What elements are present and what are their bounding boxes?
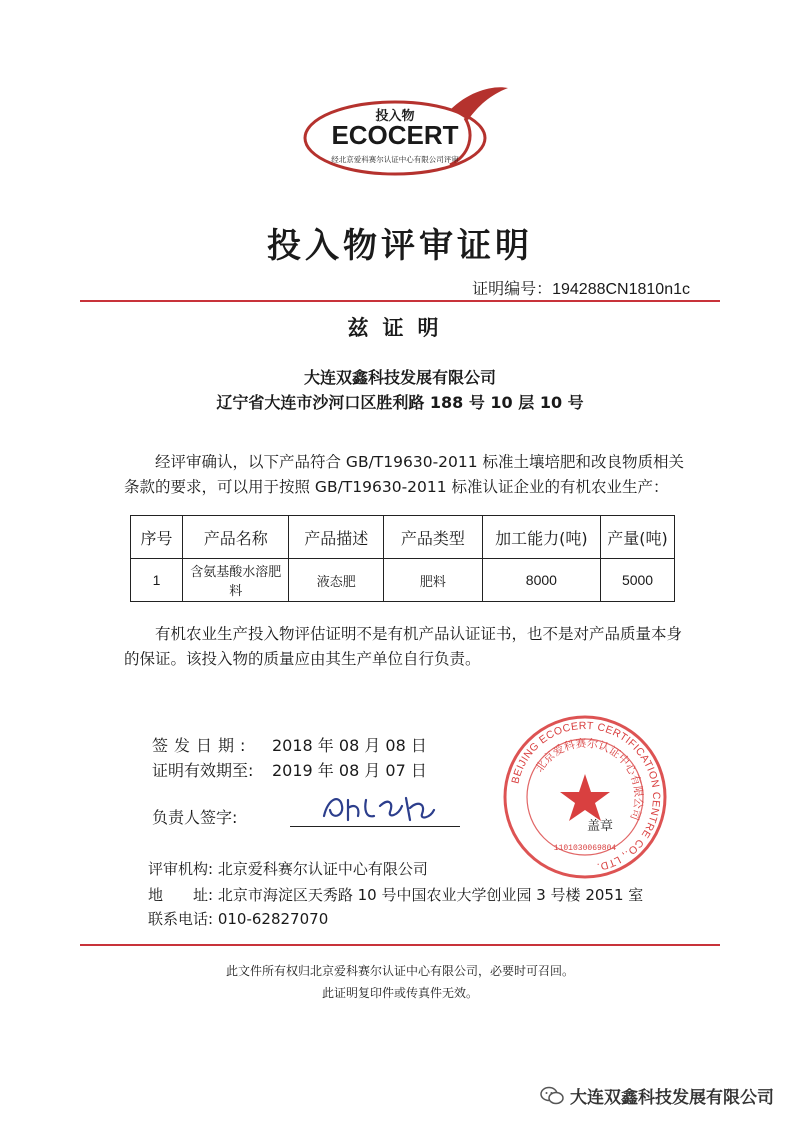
col-header-description: 产品描述 xyxy=(289,516,384,559)
certificate-number xyxy=(472,276,690,299)
phone-value: 010-62827070 xyxy=(217,910,329,928)
cell-product-name: 含氨基酸水溶肥料 xyxy=(183,559,289,602)
wechat-icon xyxy=(540,1086,564,1106)
subtitle: 兹证明 xyxy=(347,316,453,340)
official-seal xyxy=(500,712,670,882)
logo-sub-text: 经北京爱科赛尔认证中心有限公司评审 xyxy=(331,155,459,164)
watermark-text: 大连双鑫科技发展有限公司 xyxy=(570,1088,774,1108)
col-header-output: 产量(吨) xyxy=(601,516,675,559)
table-row xyxy=(131,559,675,602)
company-name: 大连双鑫科技发展有限公司 xyxy=(303,368,496,387)
product-table xyxy=(130,515,675,602)
reviewer-address-row xyxy=(148,884,643,905)
swallow-icon xyxy=(450,87,508,120)
logo-cn-text: 投入物 xyxy=(375,109,415,124)
reviewer-row xyxy=(148,858,428,879)
seal-star-icon xyxy=(560,774,610,821)
cell-description: 液态肥 xyxy=(289,559,384,602)
company-address: 辽宁省大连市沙河口区胜利路 188 号 10 层 10 号 xyxy=(216,393,584,412)
document-title: 投入物评审证明 xyxy=(267,226,533,266)
col-header-type: 产品类型 xyxy=(384,516,483,559)
signature-label: 负责人签字: xyxy=(152,808,238,827)
disclaimer-statement: 有机农业生产投入物评估证明不是有机产品认证证书，也不是对产品质量本身的保证。该投入物的质量应由其生产单位自行负责。 xyxy=(124,625,683,668)
ecocert-logo xyxy=(300,80,510,180)
cell-index: 1 xyxy=(131,559,183,602)
cell-output: 5000 xyxy=(601,559,675,602)
footer-copy-notice: 此证明复印件或传真件无效。 xyxy=(321,986,478,1000)
seal-ring-text: BEIJING ECOCERT CERTIFICATION CENTRE CO., LTD. xyxy=(509,719,663,873)
watermark xyxy=(540,1083,774,1108)
seal-cn-text: 北京爱科赛尔认证中心有限公司 xyxy=(532,736,646,822)
col-header-product-name: 产品名称 xyxy=(183,516,289,559)
top-divider xyxy=(80,300,720,302)
reviewer-address-label: 地 址: xyxy=(148,886,214,904)
issue-date-label: 签发日期: xyxy=(152,736,252,755)
valid-until-label: 证明有效期至: xyxy=(152,761,254,780)
phone-row xyxy=(148,908,328,929)
col-header-index: 序号 xyxy=(131,516,183,559)
valid-until-value: 2019 年 08 月 07 日 xyxy=(272,761,427,780)
certificate-number-label: 证明编号： xyxy=(472,279,553,298)
cell-capacity: 8000 xyxy=(482,559,600,602)
reviewer-value: 北京爱科赛尔认证中心有限公司 xyxy=(217,860,428,878)
footer-ownership: 此文件所有权归北京爱科赛尔认证中心有限公司，必要时可召回。 xyxy=(225,964,574,978)
seal-number: 1101030069804 xyxy=(553,844,617,853)
handwritten-signature xyxy=(318,786,438,826)
issue-date-value: 2018 年 08 月 08 日 xyxy=(272,736,427,755)
cell-type: 肥料 xyxy=(384,559,483,602)
bottom-divider xyxy=(80,944,720,946)
reviewer-address-value: 北京市海淀区天秀路 10 号中国农业大学创业园 3 号楼 2051 室 xyxy=(217,886,644,904)
col-header-capacity: 加工能力(吨) xyxy=(482,516,600,559)
certificate-number-value: 194288CN1810n1c xyxy=(552,281,690,298)
reviewer-label: 评审机构: xyxy=(148,860,214,878)
logo-brand-text: ECOCERT xyxy=(331,120,459,150)
seal-center-text: 盖章 xyxy=(586,819,614,834)
table-header-row xyxy=(131,516,675,559)
certification-statement: 经评审确认，以下产品符合 GB/T19630-2011 标准土壤培肥和改良物质相关条款的要求，可以用于按照 GB/T19630-2011 标准认证企业的有机农业生产： xyxy=(124,453,685,496)
signature-line xyxy=(290,826,460,827)
phone-label: 联系电话: xyxy=(148,910,214,928)
